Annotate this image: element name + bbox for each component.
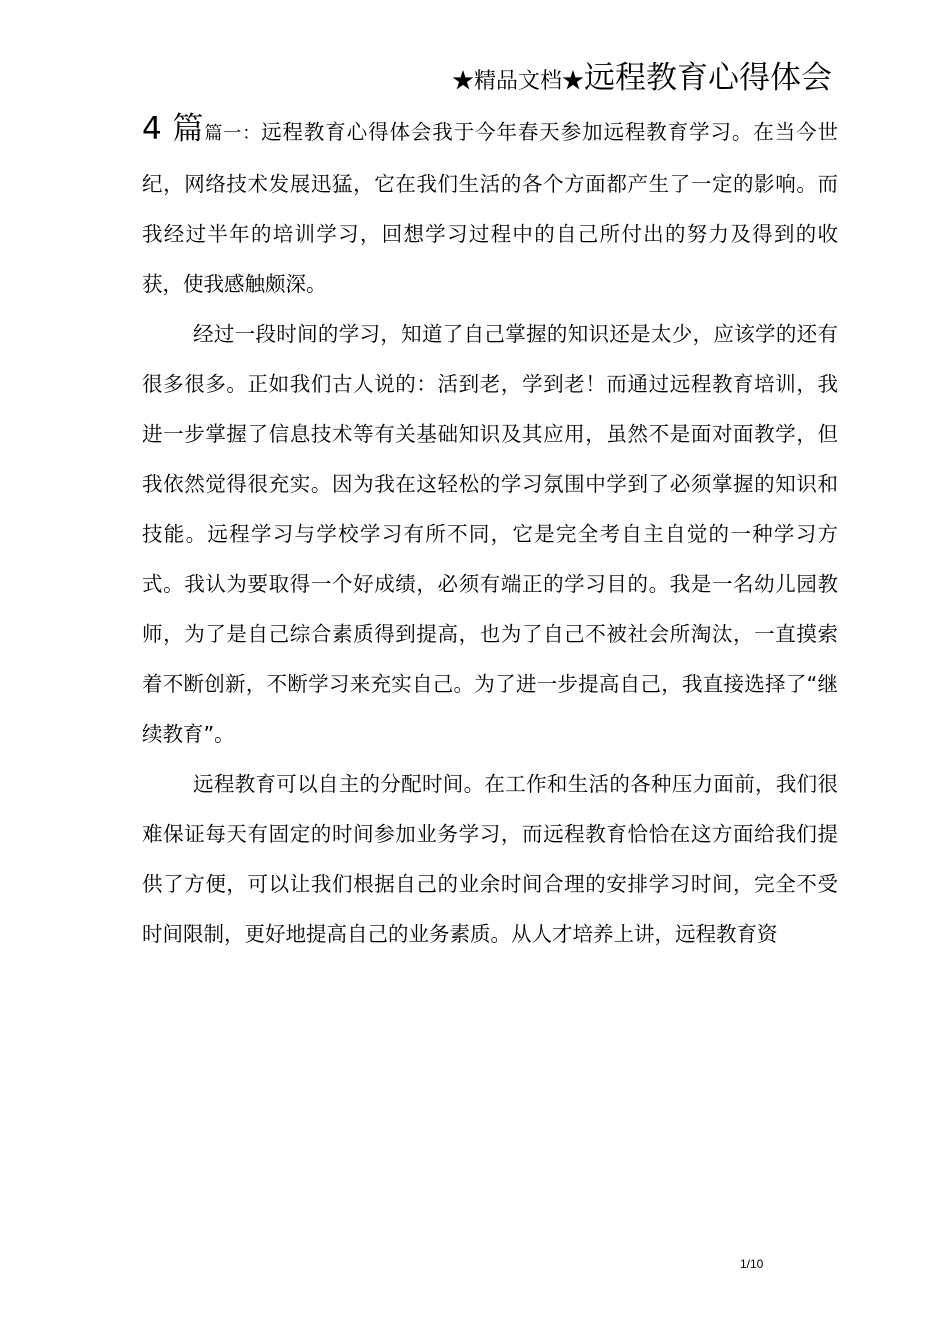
paragraph-2: 经过一段时间的学习，知道了自己掌握的知识还是太少，应该学的还有很多很多。正如我们古人说的：活到老，学到老！而通过远程教育培训，我进一步掌握了信息技术等有关基础知识及其应用，虽然不是面对面教学，但我依然觉得很充实。因为我在这轻松的学习氛围中学到了必须掌握的知识和技能。远程学习与学校学习有所不同，它是完全考自主自觉的一种学习方式。我认为要取得一个好成绩，必须有端正的学习目的。我是一名幼儿园教师，为了是自己综合素质得到提高，也为了自己不被社会所淘汰，一直摸索着不断创新，不断学习来充实自己。为了进一步提高自己，我直接选择了“继续教育”。 [142, 322, 838, 746]
paragraph-1-text: 远程教育心得体会我于今年春天参加远程教育学习。在当今世纪，网络技术发展迅猛，它在我们生活的各个方面都产生了一定的影响。而我经过半年的培训学习，回想学习过程中的自己所付出的努力及得到的收获，使我感触颇深。 [142, 120, 839, 296]
header-prefix: ★精品文档★ [451, 69, 584, 94]
paragraph-3: 远程教育可以自主的分配时间。在工作和生活的各种压力面前，我们很难保证每天有固定的时间参加业务学习，而远程教育恰恰在这方面给我们提供了方便，可以让我们根据自己的业余时间合理的安排学习时间，完全不受时间限制，更好地提高自己的业务素质。从人才培养上讲，远程教育资 [142, 772, 838, 946]
page-number: 1/10 [740, 1257, 764, 1271]
document-body [142, 104, 838, 959]
document-title: 远程教育心得体会 [584, 60, 832, 96]
section-label: 篇一： [204, 123, 262, 144]
page-header [452, 58, 832, 103]
lead-count: 4 篇 [142, 111, 205, 147]
paragraph-1 [142, 104, 838, 309]
